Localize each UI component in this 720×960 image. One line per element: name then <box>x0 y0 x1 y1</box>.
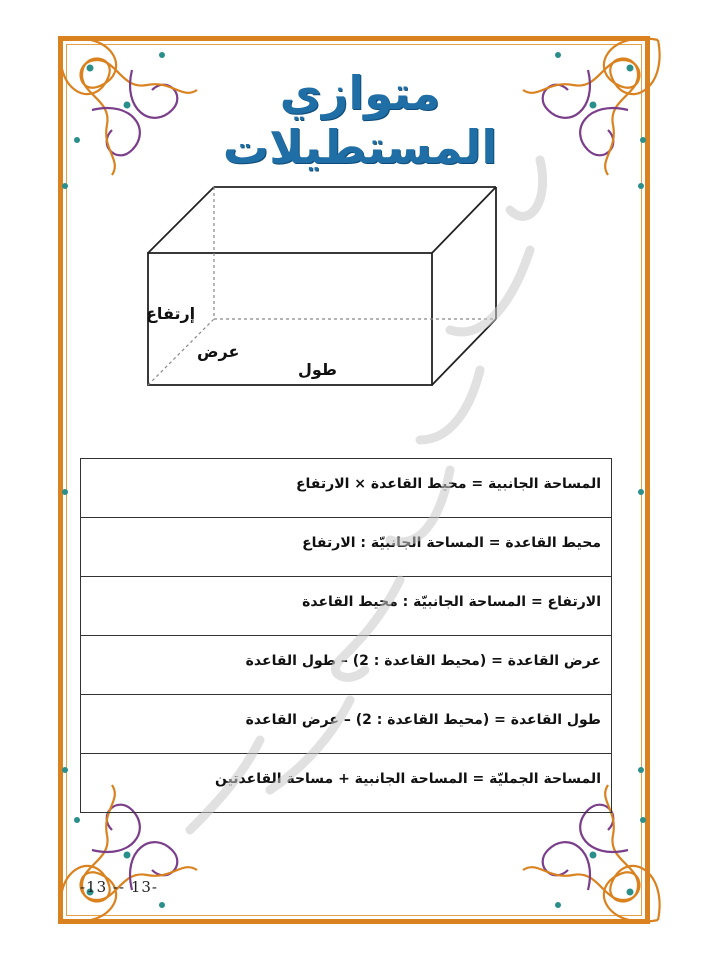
table-row <box>81 518 612 577</box>
formula-lateral-area: المساحة الجانبية = محيط القاعدة × الارتفاع <box>81 459 612 518</box>
formula-height: الارتفاع = المساحة الجانبيّة : محيط القاعدة <box>81 577 612 636</box>
table-row <box>81 459 612 518</box>
table-row <box>81 695 612 754</box>
formula-total-area: المساحة الجمليّة = المساحة الجانبية + مساحة القاعدتين <box>81 754 612 813</box>
page-number: -13 -- 13- <box>80 878 158 896</box>
formula-base-length: طول القاعدة = (محيط القاعدة : 2) – عرض القاعدة <box>81 695 612 754</box>
edge-dots-left <box>58 180 72 780</box>
edge-dots-right <box>634 180 648 780</box>
page-title: متوازي المستطيلات <box>222 66 498 174</box>
formula-base-width: عرض القاعدة = (محيط القاعدة : 2) – طول القاعدة <box>81 636 612 695</box>
formula-base-perimeter: محيط القاعدة = المساحة الجانبيّة : الارتفاع <box>81 518 612 577</box>
table-row <box>81 577 612 636</box>
table-row <box>81 636 612 695</box>
formula-table <box>80 458 612 813</box>
label-height: إرتفاع <box>146 304 196 323</box>
label-length: طول <box>298 360 337 379</box>
label-width: عرض <box>197 342 240 361</box>
table-row <box>81 754 612 813</box>
